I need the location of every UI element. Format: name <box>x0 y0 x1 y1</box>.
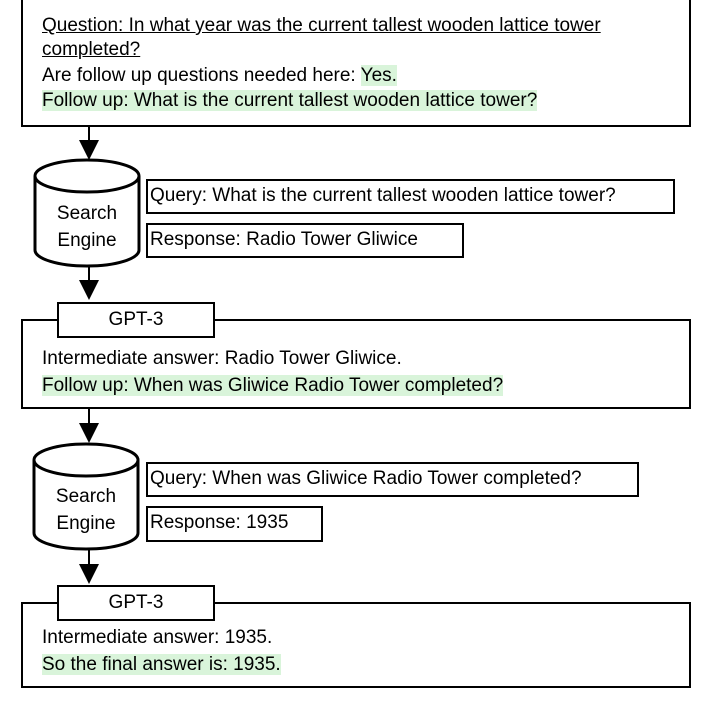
followup-needed-prompt: Are follow up questions needed here: <box>42 65 361 86</box>
gpt-block-1-followup-line <box>42 374 503 398</box>
search-engine-2-label-line-1: Search <box>55 486 117 507</box>
question-line-2: completed? <box>42 39 141 60</box>
search-1-query-box: Query: What is the current tallest wooden lattice tower? <box>146 179 675 214</box>
gpt-block-2-final: So the final answer is: 1935. <box>42 654 281 675</box>
search-2-response-box: Response: 1935 <box>146 506 323 542</box>
gpt-block-1-followup: Follow up: When was Gliwice Radio Tower completed? <box>42 375 504 396</box>
search-engine-2-label-line-2: Engine <box>56 513 116 534</box>
gpt-block-2-tab: GPT-3 <box>57 585 215 621</box>
gpt-block-2-intermediate: Intermediate answer: 1935. <box>42 627 273 648</box>
search-2-query-box: Query: When was Gliwice Radio Tower completed? <box>146 462 639 497</box>
followup-needed-line <box>42 64 397 88</box>
followup-1-text: Follow up: What is the current tallest wooden lattice tower? <box>42 90 538 111</box>
gpt-block-1-intermediate: Intermediate answer: Radio Tower Gliwice. <box>42 348 402 369</box>
search-1-response-box: Response: Radio Tower Gliwice <box>146 223 464 258</box>
question-line-1: Question: In what year was the current tallest wooden lattice tower <box>42 15 601 36</box>
search-engine-1-label-line-1: Search <box>56 203 118 224</box>
search-engine-1-label-line-2: Engine <box>57 230 117 251</box>
gpt-block-2-final-line <box>42 653 281 677</box>
followup-needed-answer: Yes. <box>360 65 397 86</box>
gpt-block-1-tab: GPT-3 <box>57 302 215 338</box>
followup-1-line <box>42 89 537 113</box>
search-engine-1-label <box>34 200 140 254</box>
search-engine-2-label <box>33 483 139 537</box>
